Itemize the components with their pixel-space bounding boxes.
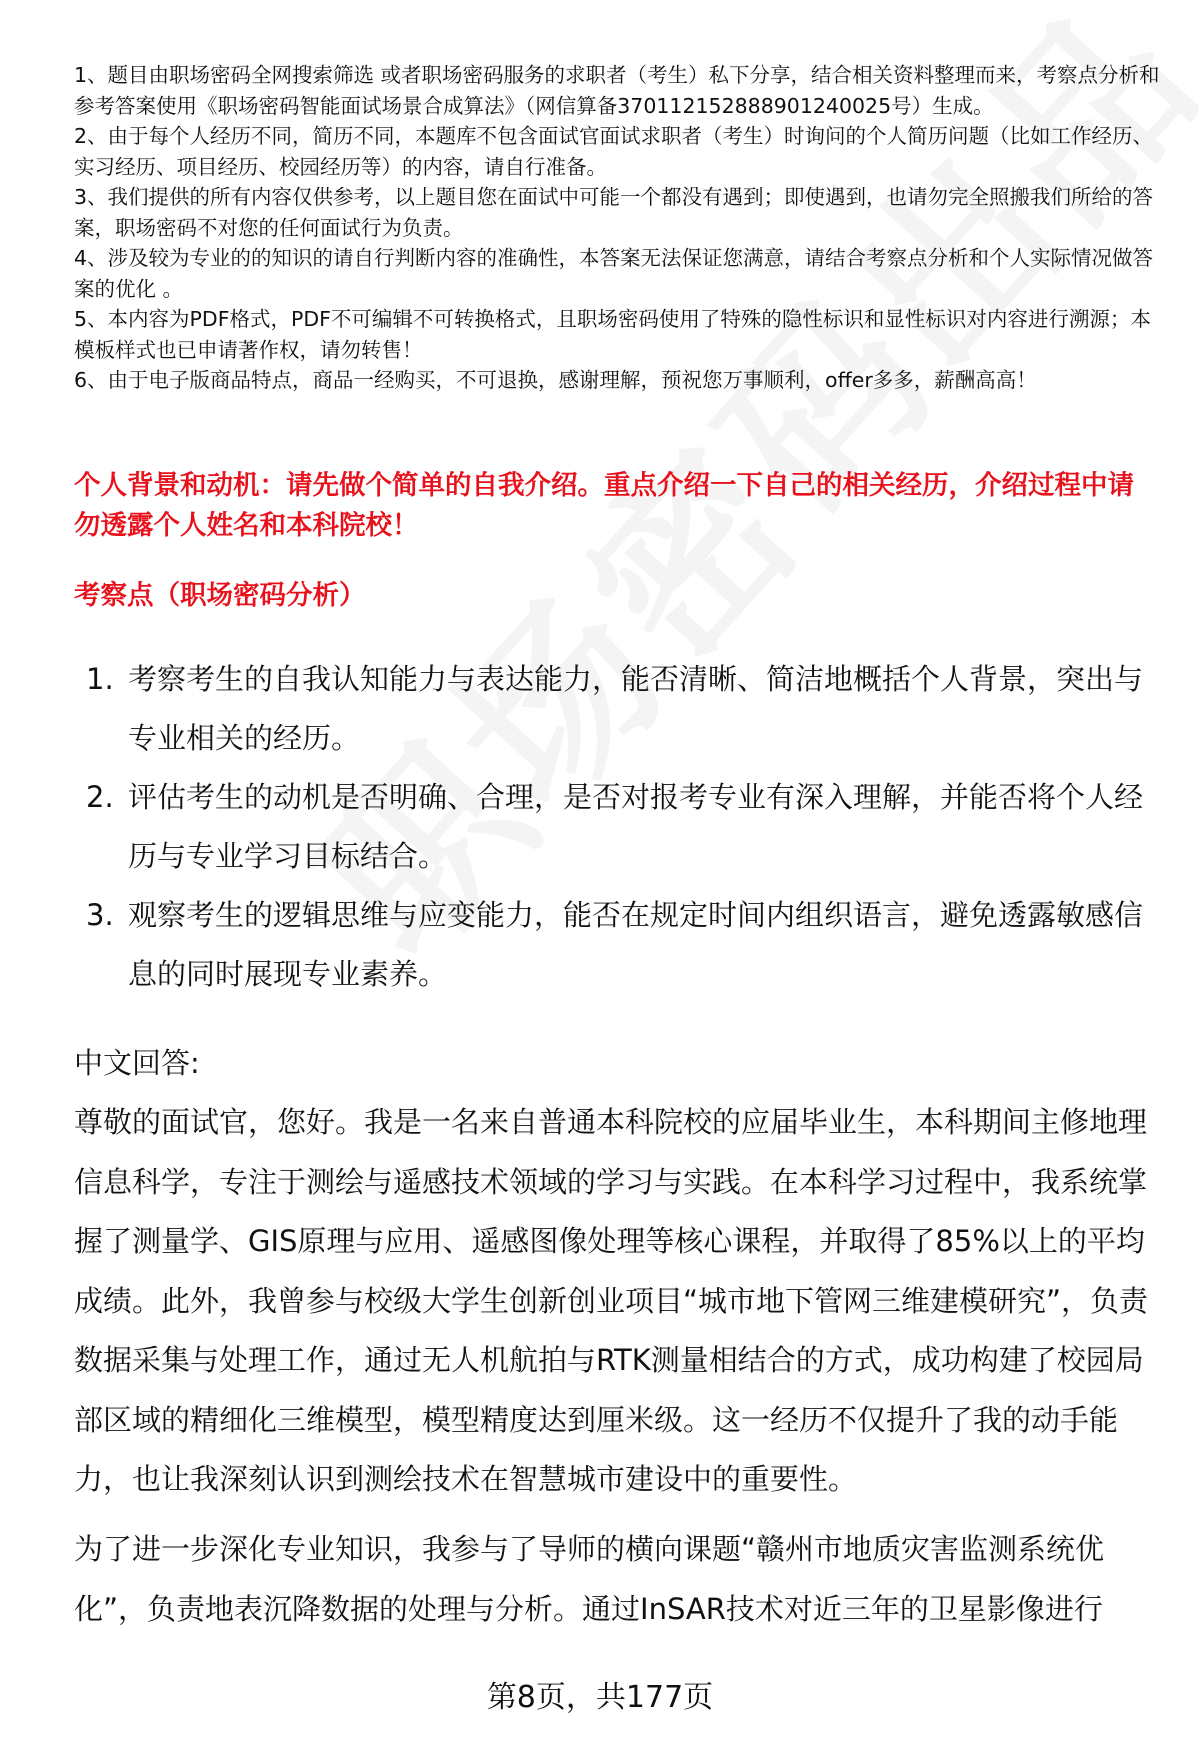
answer-heading: 中文回答: — [74, 1046, 200, 1080]
analysis-point — [74, 650, 1154, 768]
point-number: 3. — [86, 898, 114, 932]
analysis-points-list — [74, 650, 1154, 1004]
answer-paragraph: 为了进一步深化专业知识，我参与了导师的横向课题“赣州市地质灾害监测系统优化”，负责地表沉降数据的处理与分析。通过InSAR技术对近三年的卫星影像进行 — [74, 1532, 1105, 1626]
disclaimer-item: 6、由于电子版商品特点，商品一经购买，不可退换，感谢理解，预祝您万事顺利，offer多多，薪酬高高！ — [74, 368, 1037, 392]
disclaimer-item: 2、由于每个人经历不同，简历不同，本题库不包含面试官面试求职者（考生）时询问的个人简历问题（比如工作经历、实习经历、项目经历、校园经历等）的内容，请自行准备。 — [74, 124, 1154, 179]
analysis-title: 考察点（职场密码分析） — [74, 580, 366, 611]
point-number: 2. — [86, 780, 114, 814]
analysis-point — [74, 886, 1154, 1004]
disclaimer-item: 1、题目由职场密码全网搜索筛选 或者职场密码服务的求职者（考生）私下分享，结合相关资料整理而来，考察点分析和参考答案使用《职场密码智能面试场景合成算法》（网信算备370112152888901240025号）生成。 — [74, 63, 1160, 118]
answer-paragraph: 尊敬的面试官，您好。我是一名来自普通本科院校的应届毕业生，本科期间主修地理信息科学，专注于测绘与遥感技术领域的学习与实践。在本科学习过程中，我系统掌握了测量学、GIS原理与应用、遥感图像处理等核心课程，并取得了85%以上的平均成绩。此外，我曾参与校级大学生创新创业项目“城市地下管网三维建模研究”，负责数据采集与处理工作，通过无人机航拍与RTK测量相结合的方式，成功构建了校园局部区域的精细化三维模型，模型精度达到厘米级。这一经历不仅提升了我的动手能力，也让我深刻认识到测绘技术在智慧城市建设中的重要性。 — [74, 1105, 1149, 1496]
page-number-footer: 第8页，共177页 — [486, 1680, 714, 1715]
disclaimer-item: 3、我们提供的所有内容仅供参考，以上题目您在面试中可能一个都没有遇到；即使遇到，也请勿完全照搬我们所给的答案，职场密码不对您的任何面试行为负责。 — [74, 185, 1154, 240]
disclaimer-item: 4、涉及较为专业的的知识的请自行判断内容的准确性，本答案无法保证您满意，请结合考察点分析和个人实际情况做答案的优化 。 — [74, 246, 1154, 301]
interview-question: 个人背景和动机：请先做个简单的自我介绍。重点介绍一下自己的相关经历，介绍过程中请勿透露个人姓名和本科院校！ — [74, 470, 1134, 541]
disclaimer-block — [74, 60, 1164, 396]
disclaimer-item: 5、本内容为PDF格式，PDF不可编辑不可转换格式，且职场密码使用了特殊的隐性标识和显性标识对内容进行溯源；本模板样式也已申请著作权，请勿转售！ — [74, 307, 1151, 362]
analysis-point — [74, 768, 1154, 886]
point-number: 1. — [86, 662, 114, 696]
point-text: 观察考生的逻辑思维与应变能力，能否在规定时间内组织语言，避免透露敏感信息的同时展现专业素养。 — [128, 898, 1144, 991]
point-text: 考察考生的自我认知能力与表达能力，能否清晰、简洁地概括个人背景，突出与专业相关的经历。 — [128, 662, 1144, 755]
point-text: 评估考生的动机是否明确、合理，是否对报考专业有深入理解，并能否将个人经历与专业学习目标结合。 — [128, 780, 1144, 873]
